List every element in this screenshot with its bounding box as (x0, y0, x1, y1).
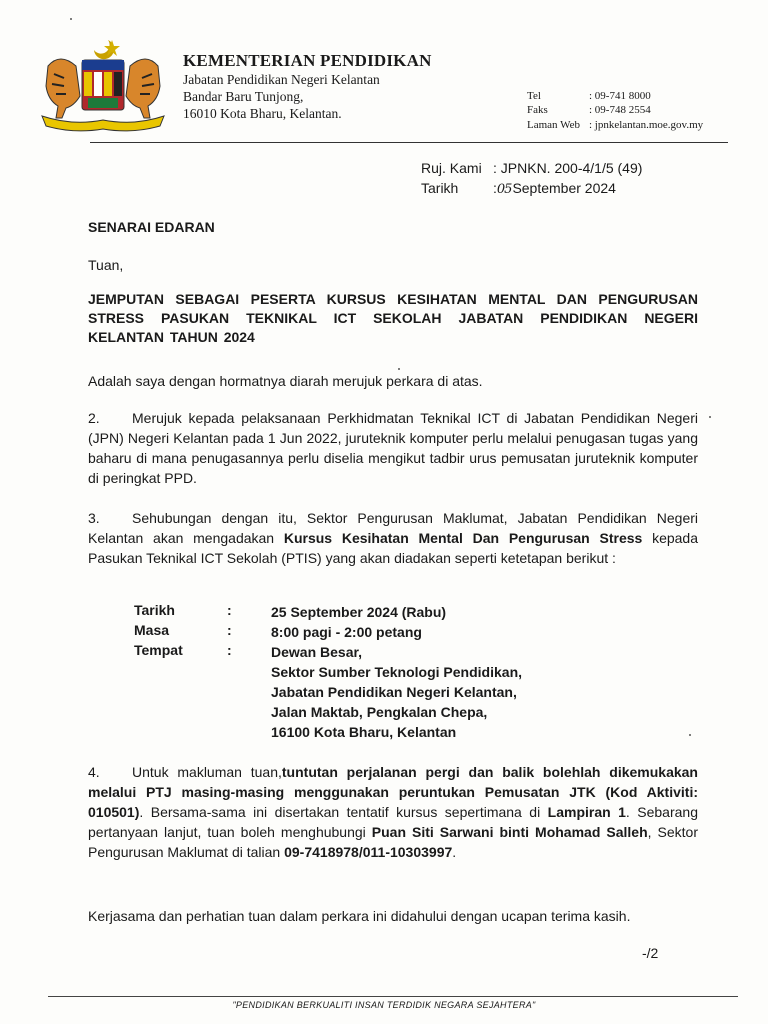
date-day: 05 (496, 182, 512, 197)
detail-venue-colon: : (227, 642, 232, 658)
circular-title: SENARAI EDARAN (88, 219, 215, 235)
address-line-city: 16010 Kota Bharu, Kelantan. (183, 106, 342, 121)
contact-tel (527, 89, 651, 103)
header-divider (90, 142, 728, 143)
paragraph-3-text-b: kepada Pasukan Teknikal ICT Sekolah (PTIS) yang akan diadakan seperti ketetapan berikut : (88, 530, 699, 566)
contact-web-label: Laman Web (527, 119, 580, 131)
paragraph-3 (88, 508, 698, 568)
venue-line: Jabatan Pendidikan Negeri Kelantan, (271, 684, 517, 700)
contact-fax (527, 103, 651, 117)
paragraph-3-course-name: Kursus Kesihatan Mental Dan Pengurusan Stress (283, 530, 643, 546)
page-continuation: -/2 (642, 945, 659, 961)
paragraph-4-text-b: . Bersama-sama ini disertakan tentatif kursus sepertimana di (139, 804, 548, 820)
paragraph-2-text: Merujuk kepada pelaksanaan Perkhidmatan Teknikal ICT di Jabatan Pendidikan Negeri (JPN) Negeri Kelantan pada 1 Jun 2022, juruteknik komputer perlu melalui penugasan tugas yang baharu di mana penugasannya perlu diselia mengikut tadbir urus pemusatan juruteknik komputer di peringkat PPD. (88, 410, 698, 486)
salutation: Tuan, (88, 257, 124, 273)
address-line-street: Bandar Baru Tunjong, (183, 89, 304, 104)
date-colon: : (493, 180, 497, 196)
paragraph-3-text-a: Sehubungan dengan itu, Sektor Pengurusan Maklumat, Jabatan Pendidikan Negeri Kelantan akan mengadakan (88, 510, 698, 546)
letter-date (421, 180, 616, 197)
paragraph-4-appendix: Lampiran 1 (547, 804, 626, 820)
detail-time-value: 8:00 pagi - 2:00 petang (271, 624, 422, 640)
reference-number (421, 160, 642, 176)
venue-line: 16100 Kota Bharu, Kelantan (271, 724, 457, 740)
contact-fax-label: Faks (527, 104, 548, 116)
venue-line: Jalan Maktab, Pengkalan Chepa, (271, 704, 488, 720)
detail-time-label: Masa (134, 622, 170, 638)
scan-speck (398, 368, 400, 370)
contact-web (527, 118, 703, 132)
date-value: September 2024 (512, 180, 616, 196)
venue-line: Sektor Sumber Teknologi Pendidikan, (271, 664, 523, 680)
contact-tel-label: Tel (527, 90, 541, 102)
contact-fax-value: : 09-748 2554 (589, 104, 651, 116)
detail-date-colon: : (227, 602, 232, 618)
paragraph-4-contact-person: Puan Siti Sarwani binti Mohamad Salleh (371, 824, 648, 840)
malaysia-coat-of-arms-icon (38, 36, 168, 132)
paragraph-2-number: 2. (88, 410, 100, 426)
paragraph-2 (88, 408, 698, 488)
detail-date-value: 25 September 2024 (Rabu) (271, 604, 447, 620)
scan-speck (70, 18, 72, 20)
date-label: Tarikh (421, 180, 459, 196)
paragraph-4-claims: tuntutan perjalanan pergi dan balik bolehlah dikemukakan melalui PTJ masing-masing menggunakan peruntukan Pemusatan JTK (Kod Aktiviti: 010501) (88, 764, 698, 820)
paragraph-4-text-e: . (452, 844, 457, 860)
paragraph-4-number: 4. (88, 764, 100, 780)
footer-divider (48, 996, 738, 997)
detail-venue-label: Tempat (134, 642, 183, 658)
paragraph-3-number: 3. (88, 510, 100, 526)
closing-line: Kerjasama dan perhatian tuan dalam perkara ini didahului dengan ucapan terima kasih. (88, 908, 631, 924)
paragraph-1: Adalah saya dengan hormatnya diarah merujuk perkara di atas. (88, 373, 483, 389)
detail-date-label: Tarikh (134, 602, 175, 618)
scan-speck (709, 416, 711, 418)
paragraph-4-text-c: . Sebarang pertanyaan lanjut, tuan boleh menghubungi (88, 804, 698, 840)
paragraph-4 (88, 762, 698, 862)
scan-speck (689, 734, 691, 736)
detail-venue-value (271, 642, 522, 742)
contact-web-value: : jpnkelantan.moe.gov.my (589, 119, 704, 131)
venue-line: Dewan Besar, (271, 644, 363, 660)
contact-tel-value: : 09-741 8000 (589, 90, 651, 102)
reference-label: Ruj. Kami (421, 160, 482, 176)
ministry-name: KEMENTERIAN PENDIDIKAN (183, 51, 432, 70)
paragraph-4-phone: 09-7418978/011-10303997 (284, 844, 453, 860)
paragraph-4-text-a: Untuk makluman tuan, (132, 764, 282, 780)
subject-heading: JEMPUTAN SEBAGAI PESERTA KURSUS KESIHATAN MENTAL DAN PENGURUSAN STRESS PASUKAN TEKNIKAL ICT SEKOLAH JABATAN PENDIDIKAN NEGERI KELANTAN TAHUN 2024 (88, 291, 698, 345)
detail-time-colon: : (227, 622, 232, 638)
reference-value: : JPNKN. 200-4/1/5 (49) (493, 160, 643, 176)
footer-motto: "PENDIDIKAN BERKUALITI INSAN TERDIDIK NEGARA SEJAHTERA" (232, 1000, 536, 1010)
paragraph-4-text-d: , Sektor Pengurusan Maklumat di talian (88, 824, 698, 860)
address-line-department: Jabatan Pendidikan Negeri Kelantan (183, 72, 380, 87)
